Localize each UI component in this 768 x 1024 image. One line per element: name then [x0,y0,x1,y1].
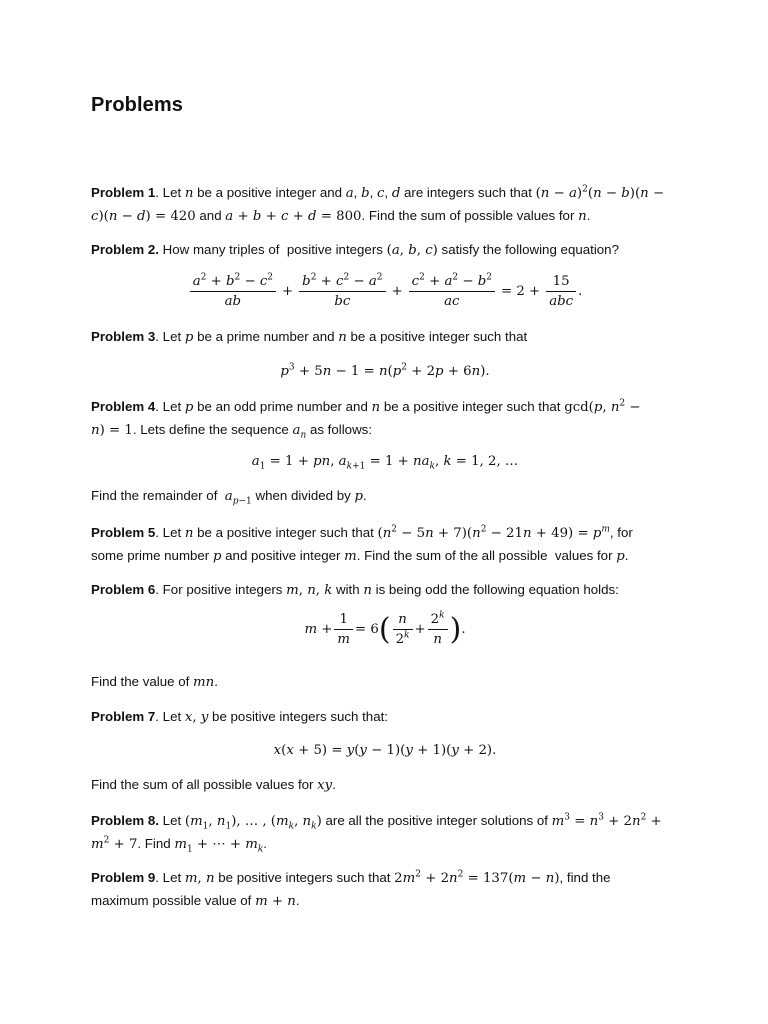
problem-6-followup: Find the value of mn. [91,674,218,690]
problem-5-label: Problem 5 [91,525,156,540]
problem-9: Problem 9. Let m, n be positive integers such that $2m^2 + 2n^2 = 137(m - n)$, find the maximum possible value of m + n. [91,869,611,909]
problem-2-label: Problem 2. [91,242,159,257]
problem-3-equation: $p^3 + 5n - 1 = n(p^2 + 2p + 6n)$. [280,362,490,379]
problem-6-equation: m + $\frac{1}{m}$ = 6( $\frac{n}{2^k}$ + $\frac{2^k}{n}$ ). [304,610,466,647]
problem-3-label: Problem 3 [91,329,156,344]
problem-4-equation: $a_1 = 1$ + pn, $a_{k+1} = 1 + na_k$, k = 1, 2, … [251,454,519,472]
problem-4-followup: Find the remainder of $a_{p-1}$ when divided by p. [91,488,367,507]
problem-4-label: Problem 4 [91,399,156,414]
problem-6: Problem 6. For positive integers m, n, k with n is being odd the following equation holds: [91,582,619,598]
problem-6-label: Problem 6 [91,582,156,597]
problem-7-equation: x(x + 5) = y(y − 1)(y + 1)(y + 2). [273,743,497,758]
problem-2-equation: $\frac{a^2 + b^2 - c^2}{ab}$ + $\frac{b^2 + c^2 - a^2}{bc}$ + $\frac{c^2 + a^2 - b^2}{ac}$ = 2 + $\frac{15}{\text{abc}}$ . [91,274,679,309]
problem-8: Problem 8. Let ($m_1$, $n_1$), … , ($m_k$, $n_k$) are all the positive integer solutions of $m^3 = n^3 + 2n^2$ + $m^2 + 7$. Find $m_1$ + ⋯ + $m_k$. [91,812,662,855]
page-title: Problems [91,94,183,116]
problem-7: Problem 7. Let x, y be positive integers such that: [91,709,388,725]
problem-1: Problem 1. Let n be a positive integer and a, b, c, d are integers such that $(n - a)^2(n - b)(n$ − c)(n − d) = 420 and a + b + c + d = 800. Find the sum of possible values for n. [91,184,665,224]
problem-3: Problem 3. Let p be a prime number and n be a positive integer such that [91,329,528,345]
problem-8-label: Problem 8. [91,813,159,828]
problem-2: Problem 2. How many triples of positive integers (a, b, c) satisfy the following equation? [91,242,619,258]
problem-7-followup: Find the sum of all possible values for xy. [91,777,336,793]
problem-5: Problem 5. Let n be a positive integer such that $(n^2 - 5n + 7)(n^2 - 21n + 49) = p^m$, for some prime number p and positive integer m. Find the sum of the all possible values for p. [91,524,633,564]
problem-4: Problem 4. Let p be an odd prime number and n be a positive integer such that gcd(p, $n^2$ − n) = 1. Lets define the sequence $a_n$ as follows: [91,398,641,441]
problem-9-label: Problem 9 [91,870,156,885]
problem-7-label: Problem 7 [91,709,156,724]
problem-1-label: Problem 1 [91,185,156,200]
